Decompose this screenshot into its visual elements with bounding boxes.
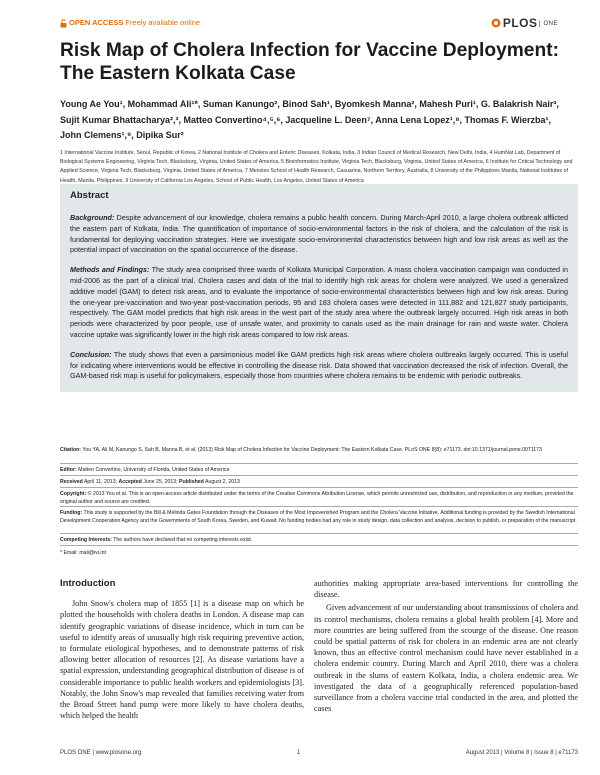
citation xyxy=(60,446,578,454)
copyright-text: © 2013 You et al. This is an open-access article distributed under the terms of the Creative Commons Attribution License, which permits unrestricted use, distribution, and reproduction in any medium, provided the original author and source are credited. xyxy=(60,491,574,505)
received-label: Received xyxy=(60,479,83,485)
page-header xyxy=(60,16,558,34)
editor xyxy=(60,466,578,474)
published-label: Published xyxy=(179,479,204,485)
abstract-conclusion xyxy=(70,350,568,382)
abstract-box xyxy=(60,184,578,392)
divider xyxy=(60,545,578,546)
copyright xyxy=(60,490,578,506)
plos-logo-icon xyxy=(491,18,501,28)
journal-logo xyxy=(491,16,558,30)
copyright-label: Copyright: xyxy=(60,491,87,497)
competing-text: The authors have declared that no competing interests exist. xyxy=(111,537,253,543)
body-left-column xyxy=(60,578,304,721)
editor-text: Matteo Convertino, University of Florida, United States of America xyxy=(76,467,230,473)
body-right-column xyxy=(314,578,578,714)
competing-label: Competing Interests: xyxy=(60,537,112,543)
footer-journal: PLOS ONE | www.plosone.org xyxy=(60,750,142,756)
funding xyxy=(60,509,578,525)
abstract-background xyxy=(70,213,568,256)
accepted-date: June 25, 2013; xyxy=(141,479,180,485)
conclusion-label: Conclusion: xyxy=(70,349,112,359)
abstract-methods xyxy=(70,265,568,341)
methods-label: Methods and Findings: xyxy=(70,265,150,275)
open-lock-icon xyxy=(60,19,67,28)
competing-interests xyxy=(60,536,578,544)
published-date: August 2, 2013 xyxy=(203,479,240,485)
journal-name: PLOS xyxy=(502,16,538,30)
dates xyxy=(60,478,578,486)
journal-sub: ONE xyxy=(539,21,558,27)
page-number: 1 xyxy=(297,750,301,756)
footer-issue: August 2013 | Volume 8 | Issue 8 | e71173 xyxy=(465,750,578,756)
corresponding-email: * Email: mali@ivi.int xyxy=(60,550,106,556)
divider xyxy=(60,475,578,476)
open-label: OPEN xyxy=(69,18,91,27)
background-label: Background: xyxy=(70,213,115,222)
article-title: Risk Map of Cholera Infection for Vaccine Deployment: The Eastern Kolkata Case xyxy=(60,40,559,84)
freely-available-label: Freely available online xyxy=(125,18,201,27)
affiliations: 1 International Vaccine Institute, Seoul, Republic of Korea, 2 National Institute of Cholera and Enteric Diseases, Kolkata, India, 3 Indian Council of Medical Research, New Delhi, India, 4 HumNat Lab, Department of Biological Systems Engineering, Virginia Tech, Blacksburg, Virginia, United States of America, 5 Bioinformatics Institute, Virginia Tech, Blacksburg, Virginia, United States of America, 6 Institute for Critical Technology and Applied Science, Virginia Tech, Blacksburg, Virginia, United States of America, 7 Menzies School of Health Research, Casuarina, Northern Territory, Australia, 8 University of the Philippines Manila, National Institutes of Health, Manila, Philippines, 9 University of California Los Angeles, School of Public Health, Los Angeles, United States of America xyxy=(60,150,573,184)
divider xyxy=(60,463,578,464)
conclusion-text: The study shows that even a parsimonious model like GAM predicts high risk areas where cholera outbreaks largely occurred. This is useful for indicating where interventions would be effective in controlling the disease risk. Data showed that vaccination decreased the risk of infection. Overall, the GAM-based risk map is useful for policymakers, especially those from countries where cholera remains to be endemic with periodic outbreaks. xyxy=(70,349,568,381)
citation-text: You YA, Ali M, Kanungo S, Sah B, Manna B, et al. (2013) Risk Map of Cholera Infection for Vaccine Deployment: The Eastern Kolkata Case. PLoS ONE 8(8): e71173. doi:10.1371/journal.pone.0071173 xyxy=(81,447,542,453)
funding-label: Funding: xyxy=(60,510,83,516)
accepted-label: Accepted xyxy=(118,479,142,485)
abstract-heading: Abstract xyxy=(70,190,109,201)
author-list: Young Ae You¹, Mohammad Ali¹*, Suman Kanungo², Binod Sah¹, Byomkesh Manna², Mahesh Puri¹, G. Balakrish Nair³, Sujit Kumar Bhattacharya²,³, Matteo Convertino⁴,⁵,⁶, Jacqueline L. Deen⁷, Anna Lena Lopez¹,⁸, Thomas F. Wierzba¹, John Clemens¹,⁹, Dipika Sur² xyxy=(60,99,559,140)
introduction-heading: Introduction xyxy=(60,578,116,589)
divider xyxy=(60,533,578,534)
divider xyxy=(60,487,578,488)
open-access-banner xyxy=(60,18,200,28)
intro-paragraph-2: Given advancement of our understanding about transmissions of cholera and its control mechanisms, cholera remains a global health problem [4]. More and more countries are being suffered from the scourge of the disease. One reason could be spatial patterns of risk for cholera in an endemic area are not clearly known, thus an effective control mechanism could have never established in a cholera endemic country. During March and April 2010, there was a cholera outbreak in the slums of eastern Kolkata, India, a cholera endemic area. We investigated the data of a geographically referenced population-based surveillance from a cholera vaccine trial conducted in the area, and plotted the cases xyxy=(314,603,578,714)
received-date: April 11, 2013; xyxy=(82,479,119,485)
divider xyxy=(60,506,578,507)
intro-paragraph-1: John Snow's cholera map of 1855 [1] is a disease map on which he plotted the households with cholera deaths in London. A disease map can identify geographic variations of disease incidence, which in turn can be useful to identify areas of unusually high risk requiring preventive action, to formulate etiological hypotheses, and to demonstrate patterns of risk allowing better allocation of resources [2]. As disease variations have a spatial expression, understanding geographical distribution of disease is of considerable importance to public health workers and epidemiologists [3]. Notably, the John Snow's map revealed that families receiving water from the Broad Street hand pump were more likely to have cholera deaths, which helped the health xyxy=(60,599,304,721)
background-text: Despite advancement of our knowledge, cholera remains a public health concern. During March-April 2010, a large cholera outbreak afflicted the eastern part of Kolkata, India. The quantification of importance of socio-environmental factors in the risk of cholera, and the calculation of the risk is fundamental for deploying vaccination strategies. Here we investigate socio-environmental characteristics between high and low risk areas as well as the potential impact of vaccination on the spatial occurrence of the disease. xyxy=(70,213,568,255)
citation-label: Citation: xyxy=(60,447,82,453)
methods-text: The study area comprised three wards of Kolkata Municipal Corporation. A mass cholera vaccination campaign was conducted in mid-2006 as the part of a clinical trial. Cholera cases and data of the trial to identify high risk areas for cholera were analyzed. We used a generalized additive model (GAM) to detect risk areas, and to evaluate the importance of socio-environmental characteristics between high and low risk areas. During the one-year pre-vaccination and two-year post-vaccination periods, 95 and 183 cholera cases were detected in 111,882 and 121,827 study participants, respectively. The GAM model predicts that high risk areas in the west part of the study area where the outbreak largely occurred. High risk areas in both periods were characterized by poor people, use of unsafe water, and proximity to canals used as the main drainage for rain and waste water. Cholera vaccine uptake was significantly lower in the high risk areas compared to low risk areas. xyxy=(70,265,568,339)
intro-paragraph-continued: authorities making appropriate area-based interventions for controlling the disease. xyxy=(314,579,578,600)
funding-text: This study is supported by the Bill & Melinda Gates Foundation through the Diseases of the Most Impoverished Program and the Cholera Vaccine Initiative. Additional funding is provided by the Swedish International Development Cooperation Agency and the Governments of South Korea, Sweden, and Kuwait. No funding bodies had any role in study design, data collection and analysis, decision to publish, or preparation of the manuscript. xyxy=(60,510,577,524)
access-label: ACCESS xyxy=(92,18,124,27)
editor-label: Editor: xyxy=(60,467,77,473)
